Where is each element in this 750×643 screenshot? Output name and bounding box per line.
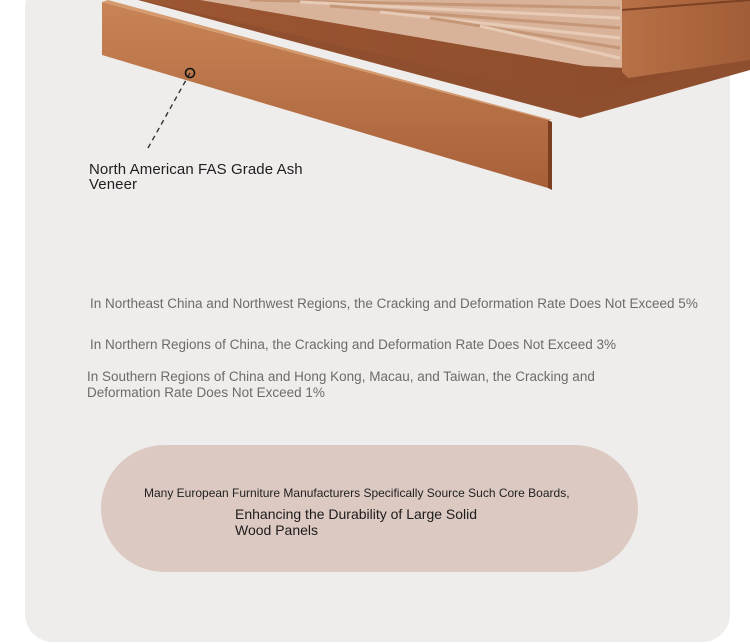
callout-line-2: Enhancing the Durability of Large Solid Wood Panels [235, 506, 478, 538]
stat-northeast: In Northeast China and Northwest Regions, the Cracking and Deformation Rate Does Not Exceed 5% [90, 296, 698, 311]
callout-line-1: Many European Furniture Manufacturers Specifically Source Such Core Boards, [144, 486, 570, 500]
stat-southern: In Southern Regions of China and Hong Kong, Macau, and Taiwan, the Cracking and Deformation Rate Does Not Exceed 1% [87, 369, 595, 400]
pointer-line [148, 73, 190, 148]
stat-northern: In Northern Regions of China, the Cracking and Deformation Rate Does Not Exceed 3% [90, 337, 617, 352]
veneer-label: North American FAS Grade Ash Veneer [89, 161, 303, 193]
